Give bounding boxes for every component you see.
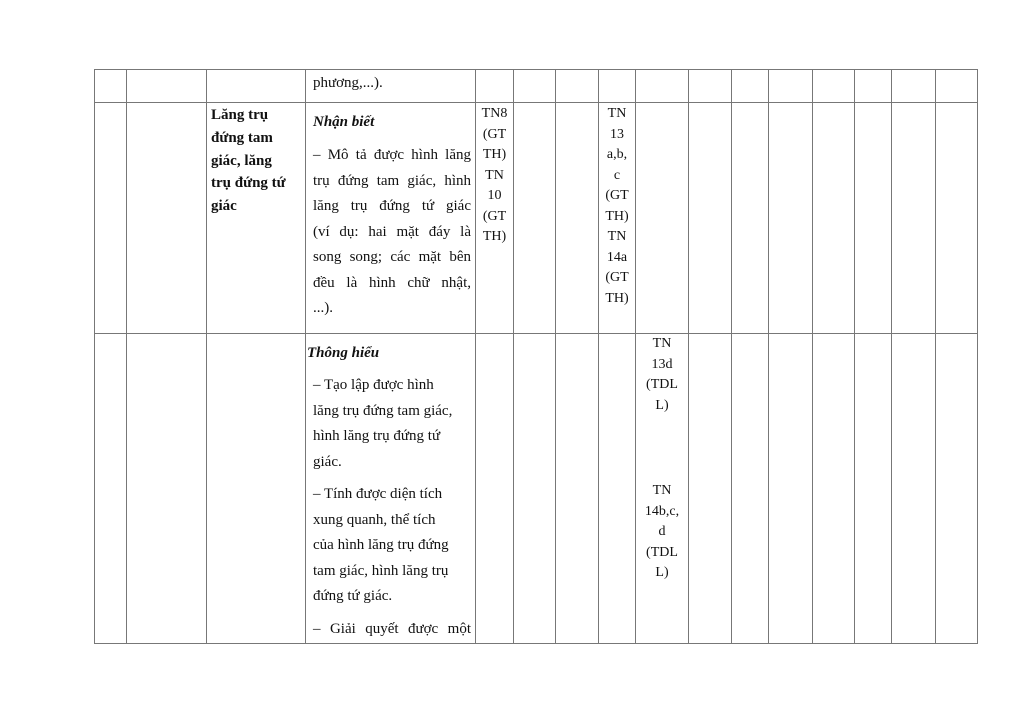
ref-line: TH) xyxy=(605,208,629,224)
row-divider-1 xyxy=(94,102,978,103)
col-line xyxy=(94,69,95,644)
row-divider-2 xyxy=(94,333,978,334)
col-line xyxy=(305,69,306,644)
desc-line: của hình lăng trụ đứng xyxy=(313,537,449,553)
ref-line: 10 xyxy=(487,188,502,203)
col-line xyxy=(126,69,127,644)
desc-line: – Tính được diện tích xyxy=(313,486,443,502)
ref-line: (GT xyxy=(482,208,507,224)
desc-line: tam giác, hình lăng trụ xyxy=(313,562,449,579)
topic-line: đứng tam xyxy=(211,129,273,146)
nhan-biet-description xyxy=(313,143,471,322)
ref-line: TH) xyxy=(482,229,507,244)
desc-line: (ví dụ: hai mặt đáy là xyxy=(313,223,471,240)
ref-line: (TDL xyxy=(646,544,678,560)
ref-line: a,b, xyxy=(606,147,628,162)
col-line xyxy=(555,69,556,644)
topic-line: Lăng trụ xyxy=(211,107,269,123)
thong-hieu-para-3: – Giải quyết được một xyxy=(313,621,471,637)
table-bottom-border xyxy=(94,643,978,644)
ref-line: (GT xyxy=(482,126,507,142)
ref-line: (GT xyxy=(605,270,629,285)
desc-line: lăng trụ đứng tứ giác xyxy=(313,198,471,214)
desc-line: đứng tứ giác. xyxy=(313,588,393,604)
question-ref-cell xyxy=(476,104,513,248)
ref-line: c xyxy=(613,167,621,183)
ref-line: TH) xyxy=(605,290,629,306)
col-line xyxy=(731,69,732,644)
desc-line: hình lăng trụ đứng tứ xyxy=(313,428,441,444)
question-ref-cell xyxy=(636,481,688,584)
topic-cell xyxy=(211,104,303,218)
col-line xyxy=(688,69,689,644)
col-line xyxy=(891,69,892,644)
ref-line: d xyxy=(658,524,666,539)
thong-hieu-para-2 xyxy=(313,482,471,610)
desc-line: đều là hình chữ nhật, xyxy=(313,274,471,291)
ref-line: (TDL xyxy=(646,377,678,392)
col-line xyxy=(206,69,207,644)
ref-line: 13 xyxy=(610,126,624,142)
ref-line: TN xyxy=(485,167,504,183)
ref-line: TH) xyxy=(482,147,507,162)
desc-line: song song; các mặt bên xyxy=(313,249,471,265)
ref-line: TN xyxy=(607,106,627,121)
desc-line: lăng trụ đứng tam giác, xyxy=(313,402,453,419)
topic-line: trụ đứng tứ xyxy=(211,175,286,192)
col-line xyxy=(768,69,769,644)
thong-hieu-para-1 xyxy=(313,373,471,475)
ref-line: TN xyxy=(652,483,672,498)
col-line xyxy=(935,69,936,644)
col-line xyxy=(854,69,855,644)
ref-line: L) xyxy=(655,565,669,580)
question-ref-cell xyxy=(599,104,635,309)
ref-line: TN8 xyxy=(481,106,508,121)
ref-line: TN xyxy=(652,336,672,351)
question-ref-cell xyxy=(636,334,688,416)
ref-line: TN xyxy=(607,229,627,244)
ref-line: 14b,c, xyxy=(644,503,680,519)
desc-line: – Tạo lập được hình xyxy=(313,377,434,393)
desc-line: xung quanh, thể tích xyxy=(313,511,436,528)
topic-line: giác xyxy=(211,198,237,215)
desc-continuation: phương,...). xyxy=(313,75,383,91)
desc-line: giác. xyxy=(313,453,342,470)
desc-line: ...). xyxy=(313,300,333,316)
col-line xyxy=(513,69,514,644)
level-label-thong-hieu: Thông hiểu xyxy=(307,345,380,361)
ref-line: L) xyxy=(655,397,669,413)
ref-line: 13d xyxy=(651,356,673,372)
desc-line: trụ đứng tam giác, hình xyxy=(313,172,471,189)
ref-line: (GT xyxy=(605,188,629,203)
col-line xyxy=(812,69,813,644)
desc-line: – Mô tả được hình lăng xyxy=(313,147,471,163)
col-line xyxy=(977,69,978,644)
table-top-border xyxy=(94,69,978,70)
topic-line: giác, lăng xyxy=(211,152,272,169)
level-label-nhan-biet: Nhận biết xyxy=(313,114,375,130)
ref-line: 14a xyxy=(606,249,628,265)
